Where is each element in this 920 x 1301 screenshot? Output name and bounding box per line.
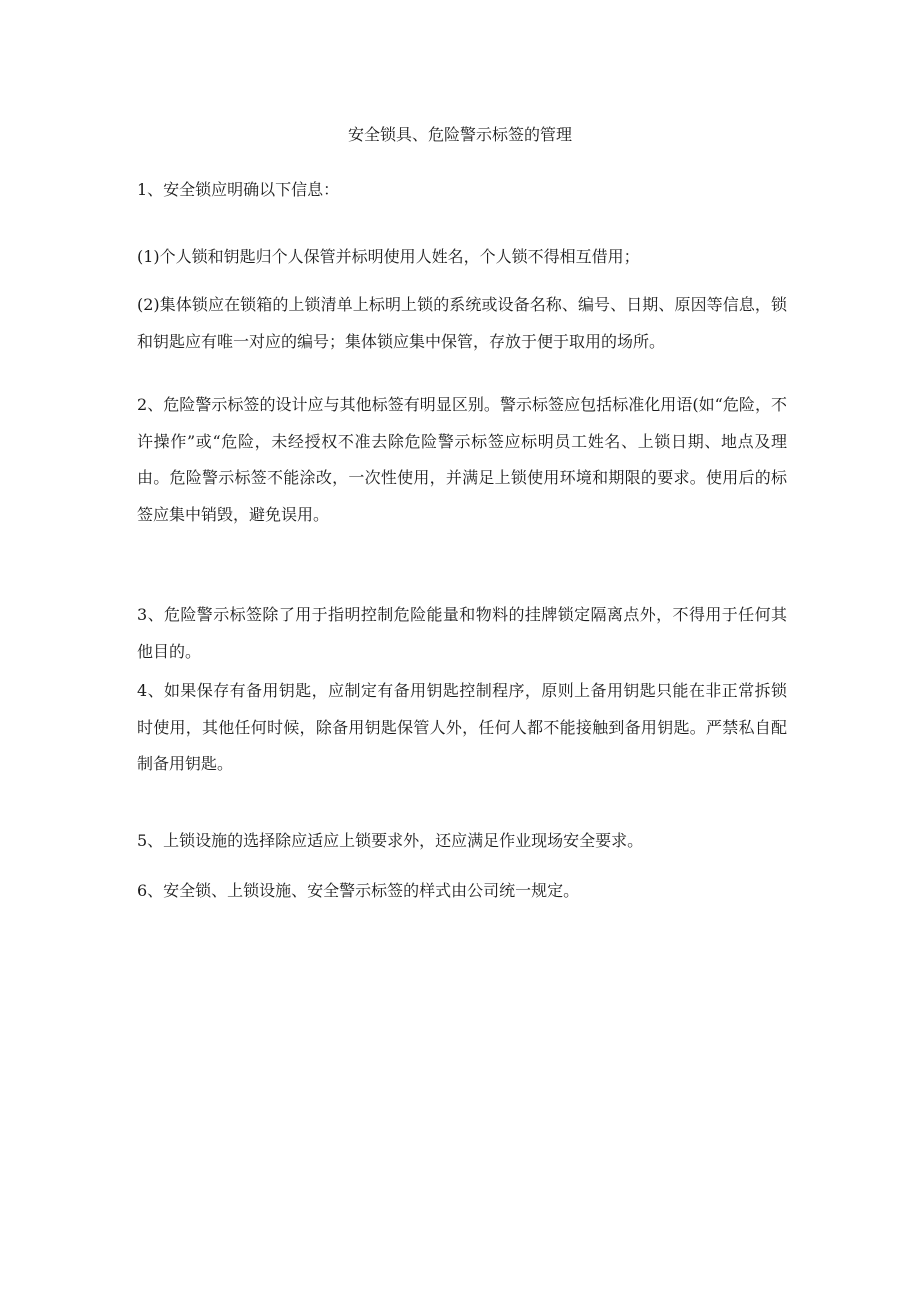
paragraph-item-1: (1)个人锁和钥匙归个人保管并标明使用人姓名，个人锁不得相互借用； [137,247,640,266]
document-title: 安全锁具、危险警示标签的管理 [347,125,572,144]
paragraph-section-5: 5、上锁设施的选择除应适应上锁要求外，还应满足作业现场安全要求。 [137,831,644,850]
paragraph-section-3: 3、危险警示标签除了用于指明控制危险能量和物料的挂牌锁定隔离点外，不得用于任何其他目的。 [137,605,787,661]
paragraph-section-1: 1、安全锁应明确以下信息： [137,180,340,199]
paragraph-section-2: 2、危险警示标签的设计应与其他标签有明显区别。警示标签应包括标准化用语(如“危险，不许操作”或“危险，未经授权不准去除危险警示标签应标明员工姓名、上锁日期、地点及理由。危险警示标签不能涂改，一次性使用，并满足上锁使用环境和期限的要求。使用后的标签应集中销毁，避免误用。 [137,395,787,524]
paragraph-section-4: 4、如果保存有备用钥匙，应制定有备用钥匙控制程序，原则上备用钥匙只能在非正常拆锁时使用，其他任何时候，除备用钥匙保管人外，任何人都不能接触到备用钥匙。严禁私自配制备用钥匙。 [137,681,787,773]
paragraph-item-2: (2)集体锁应在锁箱的上锁清单上标明上锁的系统或设备名称、编号、日期、原因等信息，锁和钥匙应有唯一对应的编号；集体锁应集中保管，存放于便于取用的场所。 [137,295,787,351]
paragraph-section-6: 6、安全锁、上锁设施、安全警示标签的样式由公司统一规定。 [137,881,580,900]
